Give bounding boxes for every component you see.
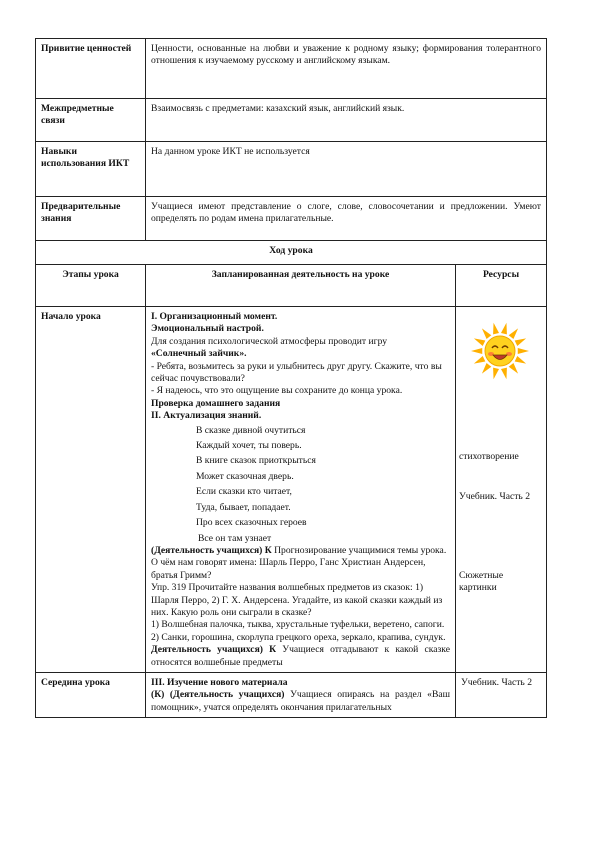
sun-ray xyxy=(515,338,526,346)
info-row-interdisciplinary xyxy=(36,99,547,142)
sun-face xyxy=(485,336,515,366)
list-item: 2) Санки, горошина, скорлупа грецкого ореха, зеркало, крапива, сундук. xyxy=(151,631,446,643)
stage-row-beginning xyxy=(36,307,547,673)
student-activity xyxy=(151,689,450,714)
info-label: Привитие ценностей xyxy=(36,39,146,99)
header-activity: Запланированная деятельность на уроке xyxy=(146,265,456,307)
poem-line: Все он там узнает xyxy=(198,532,272,544)
info-label: Предварительные знания xyxy=(36,197,146,241)
stage-activity xyxy=(146,307,456,673)
sun-ray xyxy=(501,323,507,335)
sun-ray xyxy=(482,363,491,374)
stage-name: Середина урока xyxy=(36,672,146,717)
stage-activity xyxy=(146,672,456,717)
info-row-prior-knowledge xyxy=(36,197,547,241)
stage-name: Начало урока xyxy=(36,307,146,673)
info-text: Учащиеся имеют представление о слоге, слове, словосочетании и предложении. Умеют определять по родам имена прилагательные. xyxy=(146,197,547,241)
sun-ray xyxy=(493,323,499,335)
lesson-plan-table xyxy=(35,38,547,718)
section-heading: Проверка домашнего задания xyxy=(151,397,281,409)
sun-ray xyxy=(482,328,491,339)
paragraph: О чём нам говорят имена: Шарль Перро, Ганс Христиан Андерсен, братья Гримм? xyxy=(151,557,426,581)
sun-ray xyxy=(493,368,499,380)
poem-line: В книге сказок приоткрыться xyxy=(196,455,316,467)
activity-label: (Деятельность учащихся) К xyxy=(151,544,272,556)
activity-text: Учащиеся опираясь на раздел «Ваш помощник», учатся определять окончания прилагательных xyxy=(151,689,450,713)
resource-textbook: Учебник. Часть 2 xyxy=(459,491,530,503)
info-row-ict xyxy=(36,142,547,197)
activity-text: Учащиеся отгадывают к какой сказке относятся волшебные предметы xyxy=(151,644,450,668)
lesson-plan-page xyxy=(35,38,546,718)
info-row-values xyxy=(36,39,547,99)
activity-label: Деятельность учащихся) К xyxy=(151,644,277,656)
section-heading: III. Изучение нового материала xyxy=(151,676,288,688)
section-heading: II. Актуализация знаний. xyxy=(151,410,262,422)
poem-line: В сказке дивной очутиться xyxy=(196,424,306,436)
list-item: 1) Волшебная палочка, тыква, хрустальные туфельки, веретено, сапоги. xyxy=(151,619,445,631)
game-title: «Солнечный зайчик». xyxy=(151,348,247,360)
info-label: Навыки использования ИКТ xyxy=(36,142,146,197)
stage-resources xyxy=(456,307,547,673)
poem-line: Если сказки кто читает, xyxy=(196,486,292,498)
sun-ray xyxy=(471,348,482,354)
sun-ray xyxy=(474,338,485,346)
resource-pictures: Сюжетные картинки xyxy=(459,569,504,594)
student-activity xyxy=(151,644,450,669)
sun-ray xyxy=(501,368,507,380)
header-stage: Этапы урока xyxy=(36,265,146,307)
header-resources: Ресурсы xyxy=(456,265,547,307)
sun-icon xyxy=(468,319,532,383)
stage-resources: Учебник. Часть 2 xyxy=(456,672,547,717)
activity-label: (К) (Деятельность учащихся) xyxy=(151,689,285,701)
sun-ray xyxy=(518,348,529,354)
info-label: Межпредметные связи xyxy=(36,99,146,142)
activity-text: Прогнозирование учащимися темы урока. xyxy=(271,544,447,556)
poem-line: Каждый хочет, ты поверь. xyxy=(196,440,302,452)
resource-poem: стихотворение xyxy=(459,451,519,462)
info-text: Ценности, основанные на любви и уважение к родному языку; формирования толерантного отношения к изучаемому русскому и английскому языкам. xyxy=(146,39,547,99)
info-text: Взаимосвязь с предметами: казахский язык, английский язык. xyxy=(146,99,547,142)
paragraph: Для создания психологической атмосферы проводит игру xyxy=(151,335,388,347)
course-title-row xyxy=(36,241,547,265)
section-heading: I. Организационный момент. xyxy=(151,311,278,322)
sun-ray xyxy=(509,363,518,374)
poem-line: Про всех сказочных героев xyxy=(196,517,307,529)
student-activity xyxy=(151,545,450,557)
exercise-text: Упр. 319 Прочитайте названия волшебных предметов из сказок: 1) Шарля Перро, 2) Г. Х. Андерсена. Угадайте, из какой сказки каждый из них. Какую роль они сыграли в сказке? xyxy=(151,582,443,618)
sun-ray xyxy=(474,356,485,364)
sun-ray xyxy=(515,356,526,364)
section-heading: Эмоциональный настрой. xyxy=(151,323,264,335)
poem-line: Может сказочная дверь. xyxy=(196,470,294,482)
paragraph: - Я надеюсь, что это ощущение вы сохраните до конца урока. xyxy=(151,385,403,397)
paragraph: - Ребята, возьмитесь за руки и улыбнитесь друг другу. Скажите, что вы сейчас почувствовали? xyxy=(151,360,442,385)
course-title: Ход урока xyxy=(36,241,547,265)
header-row xyxy=(36,265,547,307)
poem-line: Туда, бывает, попадает. xyxy=(196,501,291,513)
info-text: На данном уроке ИКТ не используется xyxy=(146,142,547,197)
sun-ray xyxy=(509,328,518,339)
stage-row-middle xyxy=(36,672,547,717)
